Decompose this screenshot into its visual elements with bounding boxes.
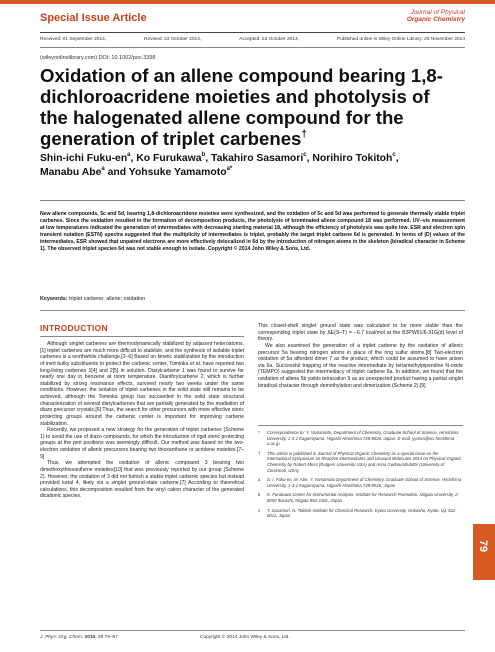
body-paragraph: Thus, we attempted the oxidation of allenic compound 3 bearing two dimethoxythioxanthene moieties[10] that was previously reported by our group (Scheme 2). However, the oxidation of 3 did not furnish a stable triplet carbenic species but instead provided ketal 4, likely via a singlet ground-state carbene.[7] According to theoretical calculations, this decomposition resulted from the vinyl cation character of the generated dicationic species. <box>40 460 244 500</box>
footnote-affiliation <box>258 492 463 503</box>
header-divider <box>40 32 465 33</box>
footnote-text: K. Furukawa Center for Instrumental Analysis, Institute for Research Promotion, Niigata University, 2-8050 Ikarashi, Niigata 950-2181, Japan <box>267 492 460 503</box>
footnote-special-issue <box>258 451 463 473</box>
author-affiliation-mark: c <box>303 152 307 158</box>
footnote-mark: * <box>258 430 260 435</box>
footnote-text: This article is published in Journal of Physical Organic Chemistry as a special issue on the International Symposium on Reactive Intermediates and Unusual Molecules 2014 on Physical Organic Chemistry by Robert Moss (Rutgers University USA) and Anna Gudmundsdottir (University of Cincinnati, USA). <box>267 450 462 473</box>
article-title <box>40 65 460 149</box>
top-accent-bar <box>0 0 495 4</box>
footnote-mark: c <box>258 507 261 513</box>
keywords-label: Keywords: <box>40 296 68 302</box>
footnote-divider <box>258 425 463 426</box>
author-name[interactable]: Ko Furukawa <box>136 153 202 164</box>
page-number: 79 <box>477 539 489 553</box>
keywords-text: triplet carbene; allene; oxidation <box>69 296 146 302</box>
journal-logo[interactable] <box>407 9 465 23</box>
footnote-text: T. Sasamori, N. Tokitoh Institute for Chemical Research, Kyoto University, Gokasho, Kyoto, Uji, 611-0011, Japan <box>267 507 457 519</box>
doi-line[interactable]: (wileyonlinelibrary.com) DOI: 10.1002/poc.3398 <box>40 55 156 61</box>
body-paragraph: We also examined the generation of a triplet carbene by the oxidation of allenic precursor 5a bearing nitrogen atoms in place of the ring sulfur atoms.[8] Two-electron oxidation of 5a afforded dimer 7 as the product, which could be assumed to have arisen via 6a. Successful trapping of the reactive intermediate by tetramethylpiperidine N-oxide (TEMPO) suggested the intermediacy of triplet carbene 6a. In addition, we found that the oxidation of allene 5b yields tetracation 9 as an unexpected product having a partial singlet biradical character through demethylation and dimerization (Scheme 2).[9] <box>258 342 463 389</box>
left-column <box>40 341 244 500</box>
published-date: Published online in Wiley Online Library: 28 November 2014 <box>337 37 465 42</box>
accepted-date: Accepted: 22 October 2014, <box>239 37 299 42</box>
footnote-text: S.-i. Fuku-en, M. Abe, Y. Yamamoto Department of Chemistry, Graduate School of Science, Hiroshima University, 1-3-1 Kagamiyama, Higashi-Hiroshima 739-8526, Japan <box>267 477 462 488</box>
footnotes <box>258 430 463 523</box>
author-name[interactable]: Shin-ichi Fuku-en <box>40 153 128 164</box>
footer-copyright: Copyright © 2014 John Wiley & Sons, Ltd. <box>200 635 290 640</box>
author-name[interactable]: Norihiro Tokitoh <box>312 153 393 164</box>
title-text: Oxidation of an allene compound bearing 1,8-dichloroacridene moieties and photolysis of the halogenated allene compound for the generation of triplet carbenes <box>40 65 443 149</box>
citation-journal: J. Phys. Org. Chem. <box>40 635 84 640</box>
section-label: Special Issue Article <box>40 12 147 24</box>
section-heading-introduction: INTRODUCTION <box>40 323 108 333</box>
citation-year: 2015 <box>84 635 96 640</box>
title-dagger: † <box>301 129 307 140</box>
author-affiliation-mark: b <box>201 152 206 158</box>
author-affiliation-mark: a <box>101 166 105 172</box>
keywords <box>40 296 145 302</box>
abstract: New allene compounds, 5c and 5d, bearing 1,8-dichloroacridene moieties were synthesized, and the oxidation of 5c and 5d was performed to generate thermally stable triplet carbenes. Since the oxidation resulted in the formation of decomposition products, the photolysis of brominated allene compound 18 was performed. UV–vis measurement at low temperatures indicated the generation of intermediates with decreasing starting material 18, although the efficiency of photolysis was quite low. ESR and electron spin transient nutation (ESTN) spectra suggested that the multiplicity of intermediates is triplet, probably the target triplet carbene 6d is generated. In terms of |D| values of the intermediates, ESR showed that unpaired electrons are more effectively delocalized in 6d by the introduction of nitrogen atoms in the skeleton (biradical character in Scheme 1). The observed triplet species 6d was not stable enough to isolate. Copyright © 2014 John Wiley & Sons, Ltd. <box>40 211 465 252</box>
footnote-mark: † <box>258 450 261 456</box>
author-name[interactable]: Takahiro Sasamori <box>211 153 304 164</box>
body-paragraph: Although singlet carbenes are thermodynamically stabilized by adjacent heteroatoms,[1] triplet carbenes are much more difficult to stabilize, and the synthesis of isolable triplet carbenes is a worthwhile challenge.[2–6] Based on kinetic stabilization by the introduction of inert bulky substituents to protect the carbenic center, Tomioka et al. have reported two long-living carbenes 1[4] and 2[5] in solution. Diarylcarbene 1 was found to survive for nearly one day in benzene at room temperature. Dianthrylcarbene 2, which is further stabilized by strong resonance effects, survived nearly two weeks under the same conditions. However, the isolation of triplet carbenes in the solid state still remains to be achieved, although the Tomioka group has succeeded in the solid state structural characterization of several diarylcarbenes that are partially generated by the irradiation of diazo precursor crystals.[6] Thus, the search for other precursors with more effective steric protecting groups around the carbenic center is important for improving carbene stabilization. <box>40 341 244 427</box>
author-name[interactable]: Manabu Abe <box>40 167 102 178</box>
author-affiliation-mark: a* <box>226 166 233 172</box>
body-paragraph: Recently, we proposed a new strategy for the generation of triplet carbenes (Scheme 1) to avoid the use of diazo compounds, for which the introduction of rigid steric protecting groups at the peri positions was seemingly difficult. Our method was based on the two-electron oxidation of allenic precursors bearing two thioxanthene or acridene moieties.[7–9] <box>40 427 244 460</box>
citation-pages: , 28 79–87 <box>95 635 118 640</box>
author-list: Shin-ichi Fuku-$en^a$, Ko Furukawa$^b$, Takahiro Sasamori$^c$, Norihiro Tokitoh$^c$, Manabu Abe$^a$ and Yohsuke Yamamoto$^{a*}$ <box>40 152 399 178</box>
author-affiliation-mark: a <box>127 152 131 158</box>
introduction-divider <box>40 336 244 337</box>
dates-divider <box>40 47 465 48</box>
abstract-divider <box>40 200 465 201</box>
footnote-correspondence <box>258 430 463 447</box>
footer-divider <box>40 630 465 631</box>
footnote-text: Correspondence to: Y. Yamamoto, Department of Chemistry, Graduate School of Science, Hiroshima University, 1-3-1 Kagamiyama, Higashi-Hiroshima 739-8526, Japan. E-mail: yyama@sci.hiroshima-u.ac.jp <box>267 430 459 447</box>
footer-citation <box>40 635 118 640</box>
keywords-divider <box>40 310 465 311</box>
footnote-mark: b <box>258 492 261 498</box>
received-date: Received: 01 September 2014, <box>40 37 107 42</box>
right-column <box>258 323 463 389</box>
footnote-affiliation <box>258 477 463 488</box>
body-paragraph: This closed-shell singlet ground state was calculated to be more stable than the corresponding triplet state by ΔE(S–T) = −6.7 kcal/mol at the B3PW91/6-31G(d) level of theory. <box>258 323 463 343</box>
journal-logo-line2: Organic Chemistry <box>406 16 465 23</box>
journal-logo-line1: Journal of Physical <box>410 9 465 16</box>
article-dates <box>40 37 465 42</box>
footnote-mark: a <box>258 477 261 483</box>
footnote-affiliation <box>258 508 463 519</box>
author-affiliation-mark: c <box>392 152 396 158</box>
revised-date: Revised: 22 October 2014, <box>144 37 202 42</box>
author-name[interactable]: Yohsuke Yamamoto <box>128 167 227 178</box>
